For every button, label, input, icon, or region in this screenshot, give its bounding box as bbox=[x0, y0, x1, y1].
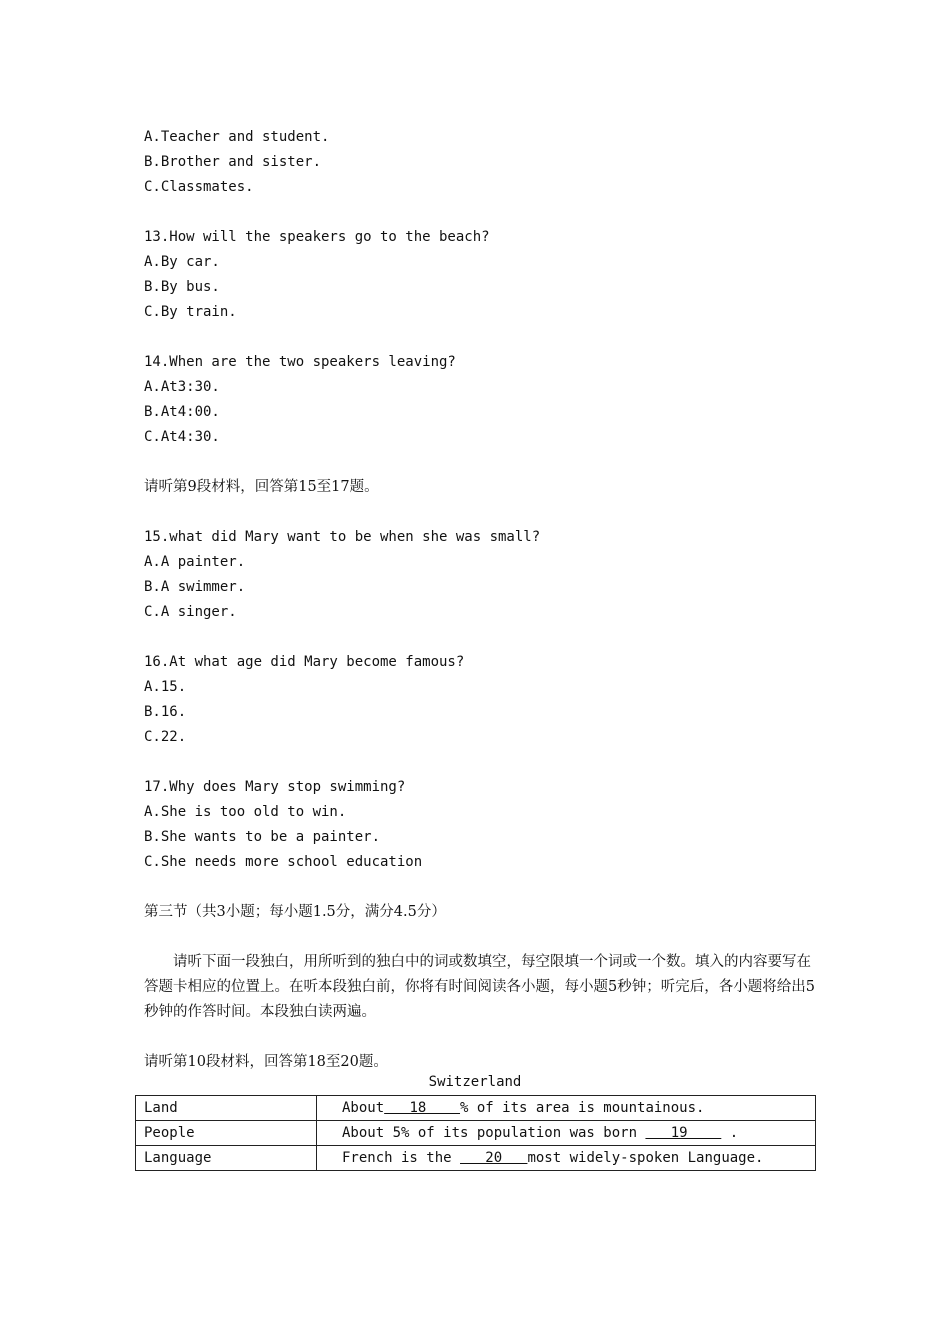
table-caption: Switzerland bbox=[428, 1074, 522, 1090]
answer-blank: 18 bbox=[384, 1100, 461, 1116]
row-content bbox=[317, 1121, 816, 1146]
row-label: Land bbox=[136, 1096, 317, 1121]
q14-option-a: A.At3:30. bbox=[144, 379, 220, 395]
row-content bbox=[317, 1146, 816, 1171]
q14-question: 14.When are the two speakers leaving? bbox=[144, 354, 456, 370]
q16-option-c: C.22. bbox=[144, 729, 187, 745]
q17-option-b: B.She wants to be a painter. bbox=[144, 829, 381, 845]
text-after: . bbox=[721, 1125, 739, 1141]
text-before: French is the bbox=[342, 1150, 461, 1166]
table-row bbox=[136, 1096, 816, 1121]
text-after: most widely-spoken Language. bbox=[527, 1150, 764, 1166]
q14-option-b: B.At4:00. bbox=[144, 404, 220, 420]
q16-question: 16.At what age did Mary become famous? bbox=[144, 654, 465, 670]
q13-option-b: B.By bus. bbox=[144, 279, 220, 295]
worksheet bbox=[144, 125, 816, 1075]
text-after: % of its area is mountainous. bbox=[460, 1100, 705, 1116]
q13-option-a: A.By car. bbox=[144, 254, 220, 270]
q15-option-b: B.A swimmer. bbox=[144, 579, 246, 595]
q16-option-b: B.16. bbox=[144, 704, 187, 720]
section9-intro: 请听第9段材料，回答第15至17题。 bbox=[144, 479, 379, 495]
fill-in-table bbox=[135, 1095, 816, 1171]
section3-header: 第三节（共3小题；每小题1.5分，满分4.5分） bbox=[144, 904, 446, 920]
q14-option-c: C.At4:30. bbox=[144, 429, 220, 445]
text-before: About bbox=[342, 1100, 385, 1116]
row-content bbox=[317, 1096, 816, 1121]
q16-option-a: A.15. bbox=[144, 679, 187, 695]
q17-question: 17.Why does Mary stop swimming? bbox=[144, 779, 406, 795]
q13-question: 13.How will the speakers go to the beach? bbox=[144, 229, 490, 245]
section10-intro: 请听第10段材料，回答第18至20题。 bbox=[144, 1054, 388, 1070]
q12-option-b: B.Brother and sister. bbox=[144, 154, 322, 170]
q15-option-a: A.A painter. bbox=[144, 554, 246, 570]
q15-option-c: C.A singer. bbox=[144, 604, 237, 620]
q17-option-c: C.She needs more school education bbox=[144, 854, 423, 870]
q12-option-c: C.Classmates. bbox=[144, 179, 254, 195]
q12-option-a: A.Teacher and student. bbox=[144, 129, 330, 145]
section3-instructions: 请听下面一段独白，用所听到的独白中的词或数填空，每空限填一个词或一个数。填入的内容要写在答题卡相应的位置上。在听本段独白前，你将有时间阅读各小题，每小题5秒钟；听完后，各小题将给出5秒钟的作答时间。本段独白读两遍。 bbox=[144, 954, 815, 1020]
text-before: About 5% of its population was born bbox=[342, 1125, 646, 1141]
q15-question: 15.what did Mary want to be when she was small? bbox=[144, 529, 541, 545]
q13-option-c: C.By train. bbox=[144, 304, 237, 320]
table-row bbox=[136, 1121, 816, 1146]
answer-blank: 20 bbox=[460, 1150, 528, 1166]
q17-option-a: A.She is too old to win. bbox=[144, 804, 347, 820]
row-label: People bbox=[136, 1121, 317, 1146]
table-row bbox=[136, 1146, 816, 1171]
row-label: Language bbox=[136, 1146, 317, 1171]
answer-blank: 19 bbox=[645, 1125, 722, 1141]
